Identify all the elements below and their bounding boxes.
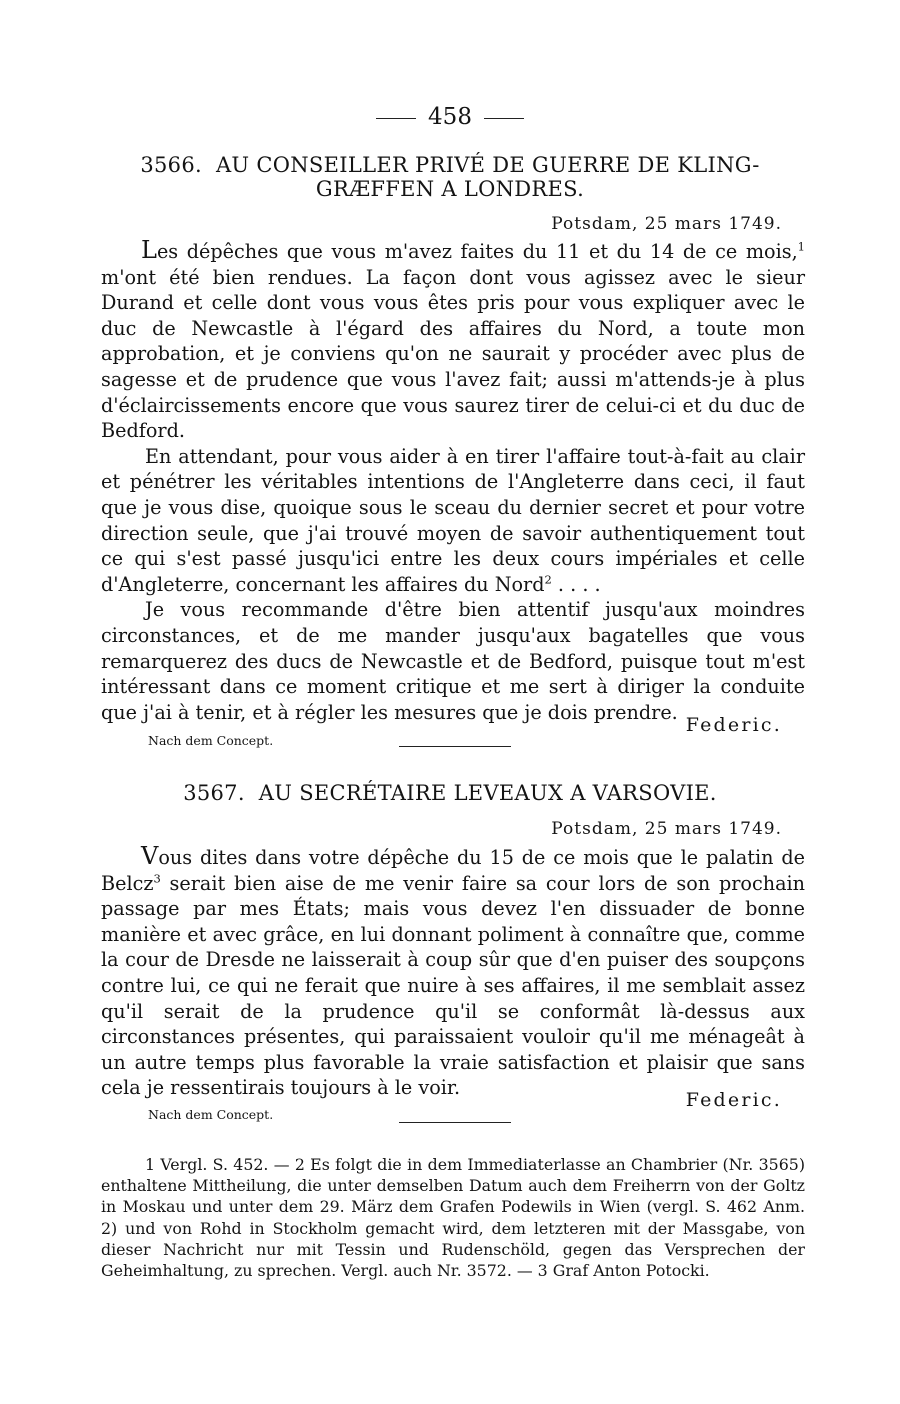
letter-heading-line-2: GRÆFFEN A LONDRES.	[315, 177, 585, 201]
letter-3567-body	[101, 844, 805, 1101]
letter-3566-source: Nach dem Concept.	[148, 733, 274, 748]
paragraph-text: Je vous recommande d'être bien attentif jusqu'aux moindres circonstances, et de me mander jusqu'aux bagatelles que vous remarquerez des ducs de Newcastle et de Bedford, puisque tout m'est intéressant dans ce moment critique et me sert à diriger la conduite que j'ai à tenir, et à régler les mesures que je dois prendre.	[101, 598, 805, 724]
paragraph-text: Vous dites dans votre dépêche du 15 de ce mois que le palatin de Belcz	[101, 842, 805, 895]
date-place: Potsdam,	[551, 819, 639, 839]
letter-number: 3567.	[183, 781, 245, 805]
letter-3567-signature: Federic.	[685, 1089, 782, 1111]
paragraph	[101, 844, 805, 1101]
letter-3567-date	[551, 819, 782, 839]
paragraph-text: En attendant, pour vous aider à en tirer l'affaire tout-à-fait au clair et pénétrer les véritables intentions de l'Angleterre dans ceci, il faut que je vous dise, quoique sous le sceau du dernier secret et pour votre direction seule, que j'ai trouvé moyen de savoir authentiquement tout ce qui s'est passé jusqu'ici entre les deux cours impériales et celle d'Angleterre, concernant les affaires du Nord	[101, 444, 805, 596]
letter-3566-heading-cont	[0, 176, 900, 202]
date-value: 25 mars 1749.	[644, 214, 782, 234]
letter-3567-source: Nach dem Concept.	[148, 1107, 274, 1122]
page-number-dash-left	[376, 118, 416, 119]
paragraph-text: Les dépêches que vous m'avez faites du 11 et du 14 de ce mois,	[141, 236, 798, 264]
footnote-ref: 1	[797, 239, 805, 254]
footnotes	[101, 1154, 805, 1281]
letter-number: 3566.	[140, 153, 202, 177]
footnotes-text: 1 Vergl. S. 452. — 2 Es folgt die in dem Immediaterlasse an Chambrier (Nr. 3565) enthaltene Mittheilung, die unter demselben Datum auch dem Freiherrn von der Goltz in Moskau und unter dem 29. März dem Grafen Podewils in Wien (vergl. S. 462 Anm. 2) und von Rohd in Stockholm gemacht wird, dem letzteren mit der Massgabe, von dieser Nachricht nur mit Tessin und Rudenschöld, gegen das Versprechen der Geheimhaltung, zu sprechen. Vergl. auch Nr. 3572. — 3 Graf Anton Potocki.	[101, 1155, 805, 1281]
section-divider	[399, 746, 511, 747]
page-number-dash-right	[484, 118, 524, 119]
paragraph-text: serait bien aise de me venir faire sa cour lors de son prochain passage par mes États; mais vous devez l'en dissuader de bonne manière et avec grâce, en lui donnant poliment à connaître que, comme la cour de Dresde ne laisserait à coup sûr que d'en puiser des soupçons contre lui, ce qui ne ferait que nuire à ses affaires, il me semblait assez qu'il serait de la prudence qu'il se conformât là-dessus aux circonstances présentes, qui paraissaient vouloir qu'il me ménageât à un autre temps plus favorable la vraie satisfaction et plaisir que sans cela je ressentirais toujours à le voir.	[101, 871, 805, 1100]
section-divider	[399, 1122, 511, 1123]
page-number-text: 458	[428, 104, 472, 130]
page-number	[0, 103, 900, 131]
letter-heading-line-1: AU CONSEILLER PRIVÉ DE GUERRE DE KLING-	[215, 153, 760, 177]
paragraph-text: . . . .	[551, 572, 601, 596]
date-value: 25 mars 1749.	[644, 819, 782, 839]
letter-3566-body	[101, 238, 805, 725]
paragraph-text: m'ont été bien rendues. La façon dont vous agissez avec le sieur Durand et celle dont vous vous êtes pris pour vous expliquer avec le duc de Newcastle à l'égard des affaires du Nord, a toute mon approbation, et je conviens qu'on ne saurait y procéder avec plus de sagesse et de prudence que vous l'avez fait; aussi m'attends-je à plus d'éclaircissements encore que vous saurez tirer de celui-ci et du duc de Bedford.	[101, 265, 805, 443]
letter-heading-line-1: AU SECRÉTAIRE LEVEAUX A VARSOVIE.	[258, 781, 717, 805]
letter-3567-heading	[0, 780, 900, 806]
paragraph	[101, 597, 805, 725]
letter-3566-signature: Federic.	[685, 714, 782, 736]
date-place: Potsdam,	[551, 214, 639, 234]
letter-3566-heading	[0, 152, 900, 178]
footnote-ref: 2	[544, 572, 552, 587]
footnote-ref: 3	[153, 871, 161, 886]
letter-3566-date	[551, 214, 782, 234]
paragraph	[101, 238, 805, 444]
paragraph	[101, 444, 805, 598]
